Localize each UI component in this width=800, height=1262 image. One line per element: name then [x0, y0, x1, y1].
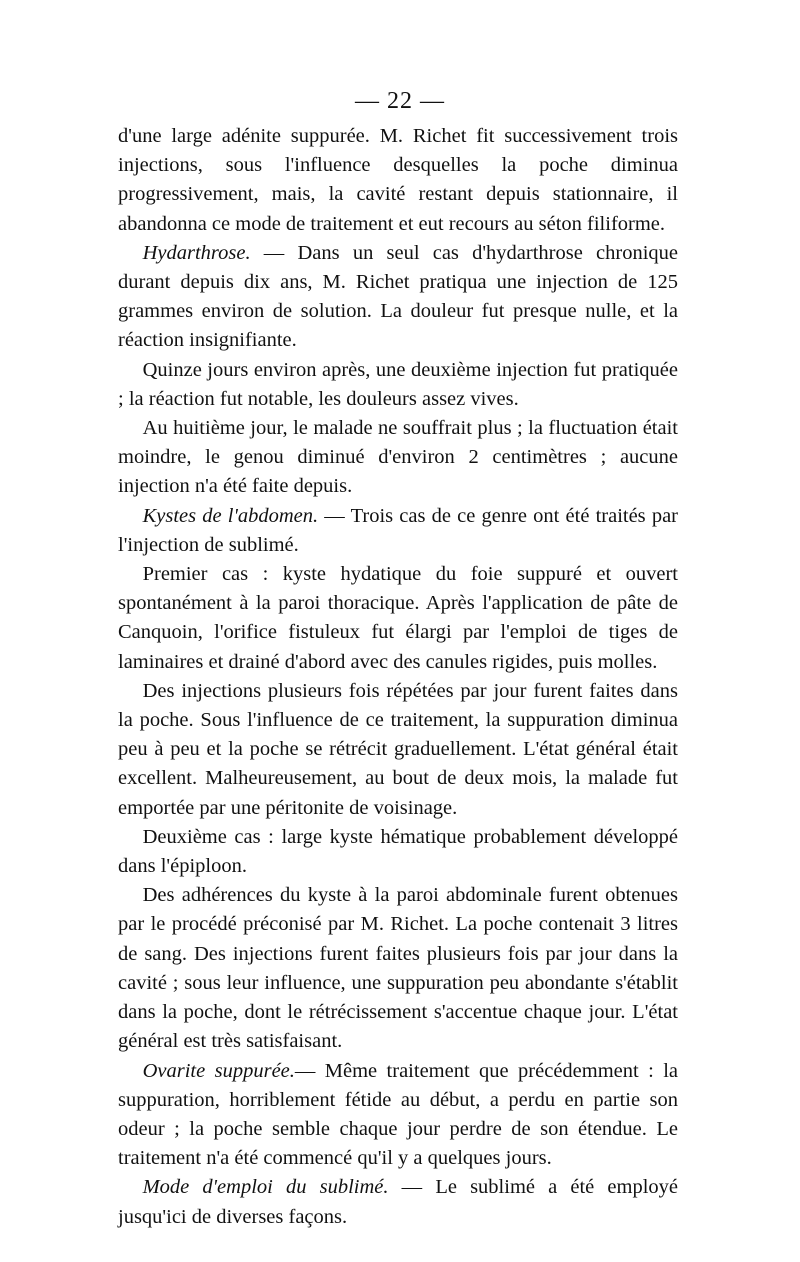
paragraph: [118, 823, 678, 881]
paragraph-text: Quinze jours environ après, une deuxième injection fut pratiquée ; la réaction fut notable, les douleurs assez vives.: [118, 358, 678, 410]
paragraph: [118, 122, 678, 239]
paragraph-text: — Même traitement que précédemment : la suppuration, horriblement fétide au début, a perdu en partie son odeur ; la poche semble chaque jour perdre de son étendue. Le traitement n'a été commencé qu'il y a quelques jours.: [118, 1059, 678, 1170]
paragraph-heading: Kystes de l'abdomen.: [142, 504, 319, 527]
paragraph: [118, 356, 678, 414]
paragraph-text: — Dans un seul cas d'hydarthrose chronique durant depuis dix ans, M. Richet pratiqua une injection de 125 grammes environ de solution. La douleur fut presque nulle, et la réaction insignifiante.: [118, 241, 678, 352]
paragraph: [118, 414, 678, 502]
paragraph-text: Des injections plusieurs fois répétées par jour furent faites dans la poche. Sous l'influence de ce traitement, la suppuration diminua peu à peu et la poche se rétrécit graduellement. L'état général était excellent. Malheureusement, au bout de deux mois, la malade fut emportée par une péritonite de voisinage.: [118, 679, 678, 819]
paragraph-heading: Ovarite suppurée.: [142, 1059, 295, 1082]
paragraph-text: Premier cas : kyste hydatique du foie suppuré et ouvert spontanément à la paroi thoracique. Après l'application de pâte de Canquoin, l'orifice fistuleux fut élargi par l'emploi de tiges de laminaires et drainé d'abord avec des canules rigides, puis molles.: [118, 563, 678, 673]
paragraph-text: — Trois cas de ce genre ont été traités par l'injection de sublimé.: [118, 504, 678, 556]
paragraph-text: Des adhérences du kyste à la paroi abdominale furent obtenues par le procédé préconisé par M. Richet. La poche contenait 3 litres de sang. Des injections furent faites plusieurs fois par jour dans la cavité ; sous leur influence, une suppuration peu abondante s'établit dans la poche, dont le rétrécissement s'accentue chaque jour. L'état général est très satisfaisant.: [118, 884, 678, 1053]
paragraph-text: — Le sublimé a été employé jusqu'ici de diverses façons.: [118, 1176, 678, 1228]
paragraph-text: Deuxième cas : large kyste hématique probablement développé dans l'épiploon.: [118, 825, 678, 878]
paragraph: [118, 560, 678, 677]
paragraph: [118, 239, 678, 356]
paragraph-text: d'une large adénite suppurée. M. Richet fit successivement trois injections, sous l'influence desquelles la poche diminua progressivement, mais, la cavité restant depuis stationnaire, il abandonna ce mode de traitement et eut recours au séton filiforme.: [118, 125, 678, 235]
page-number: — 22 —: [355, 88, 445, 114]
paragraph: [118, 1057, 678, 1174]
paragraph-heading: Mode d'emploi du sublimé.: [142, 1176, 389, 1199]
paragraph-text: Au huitième jour, le malade ne souffrait plus ; la fluctuation était moindre, le genou diminué d'environ 2 centimètres ; aucune injection n'a été faite depuis.: [118, 417, 678, 498]
paragraph: [118, 677, 678, 823]
paragraph: [118, 502, 678, 560]
paragraph-heading: Hydarthrose.: [142, 241, 251, 264]
paragraph: [118, 1173, 678, 1231]
body-text: [118, 122, 678, 1232]
paragraph: [118, 881, 678, 1056]
